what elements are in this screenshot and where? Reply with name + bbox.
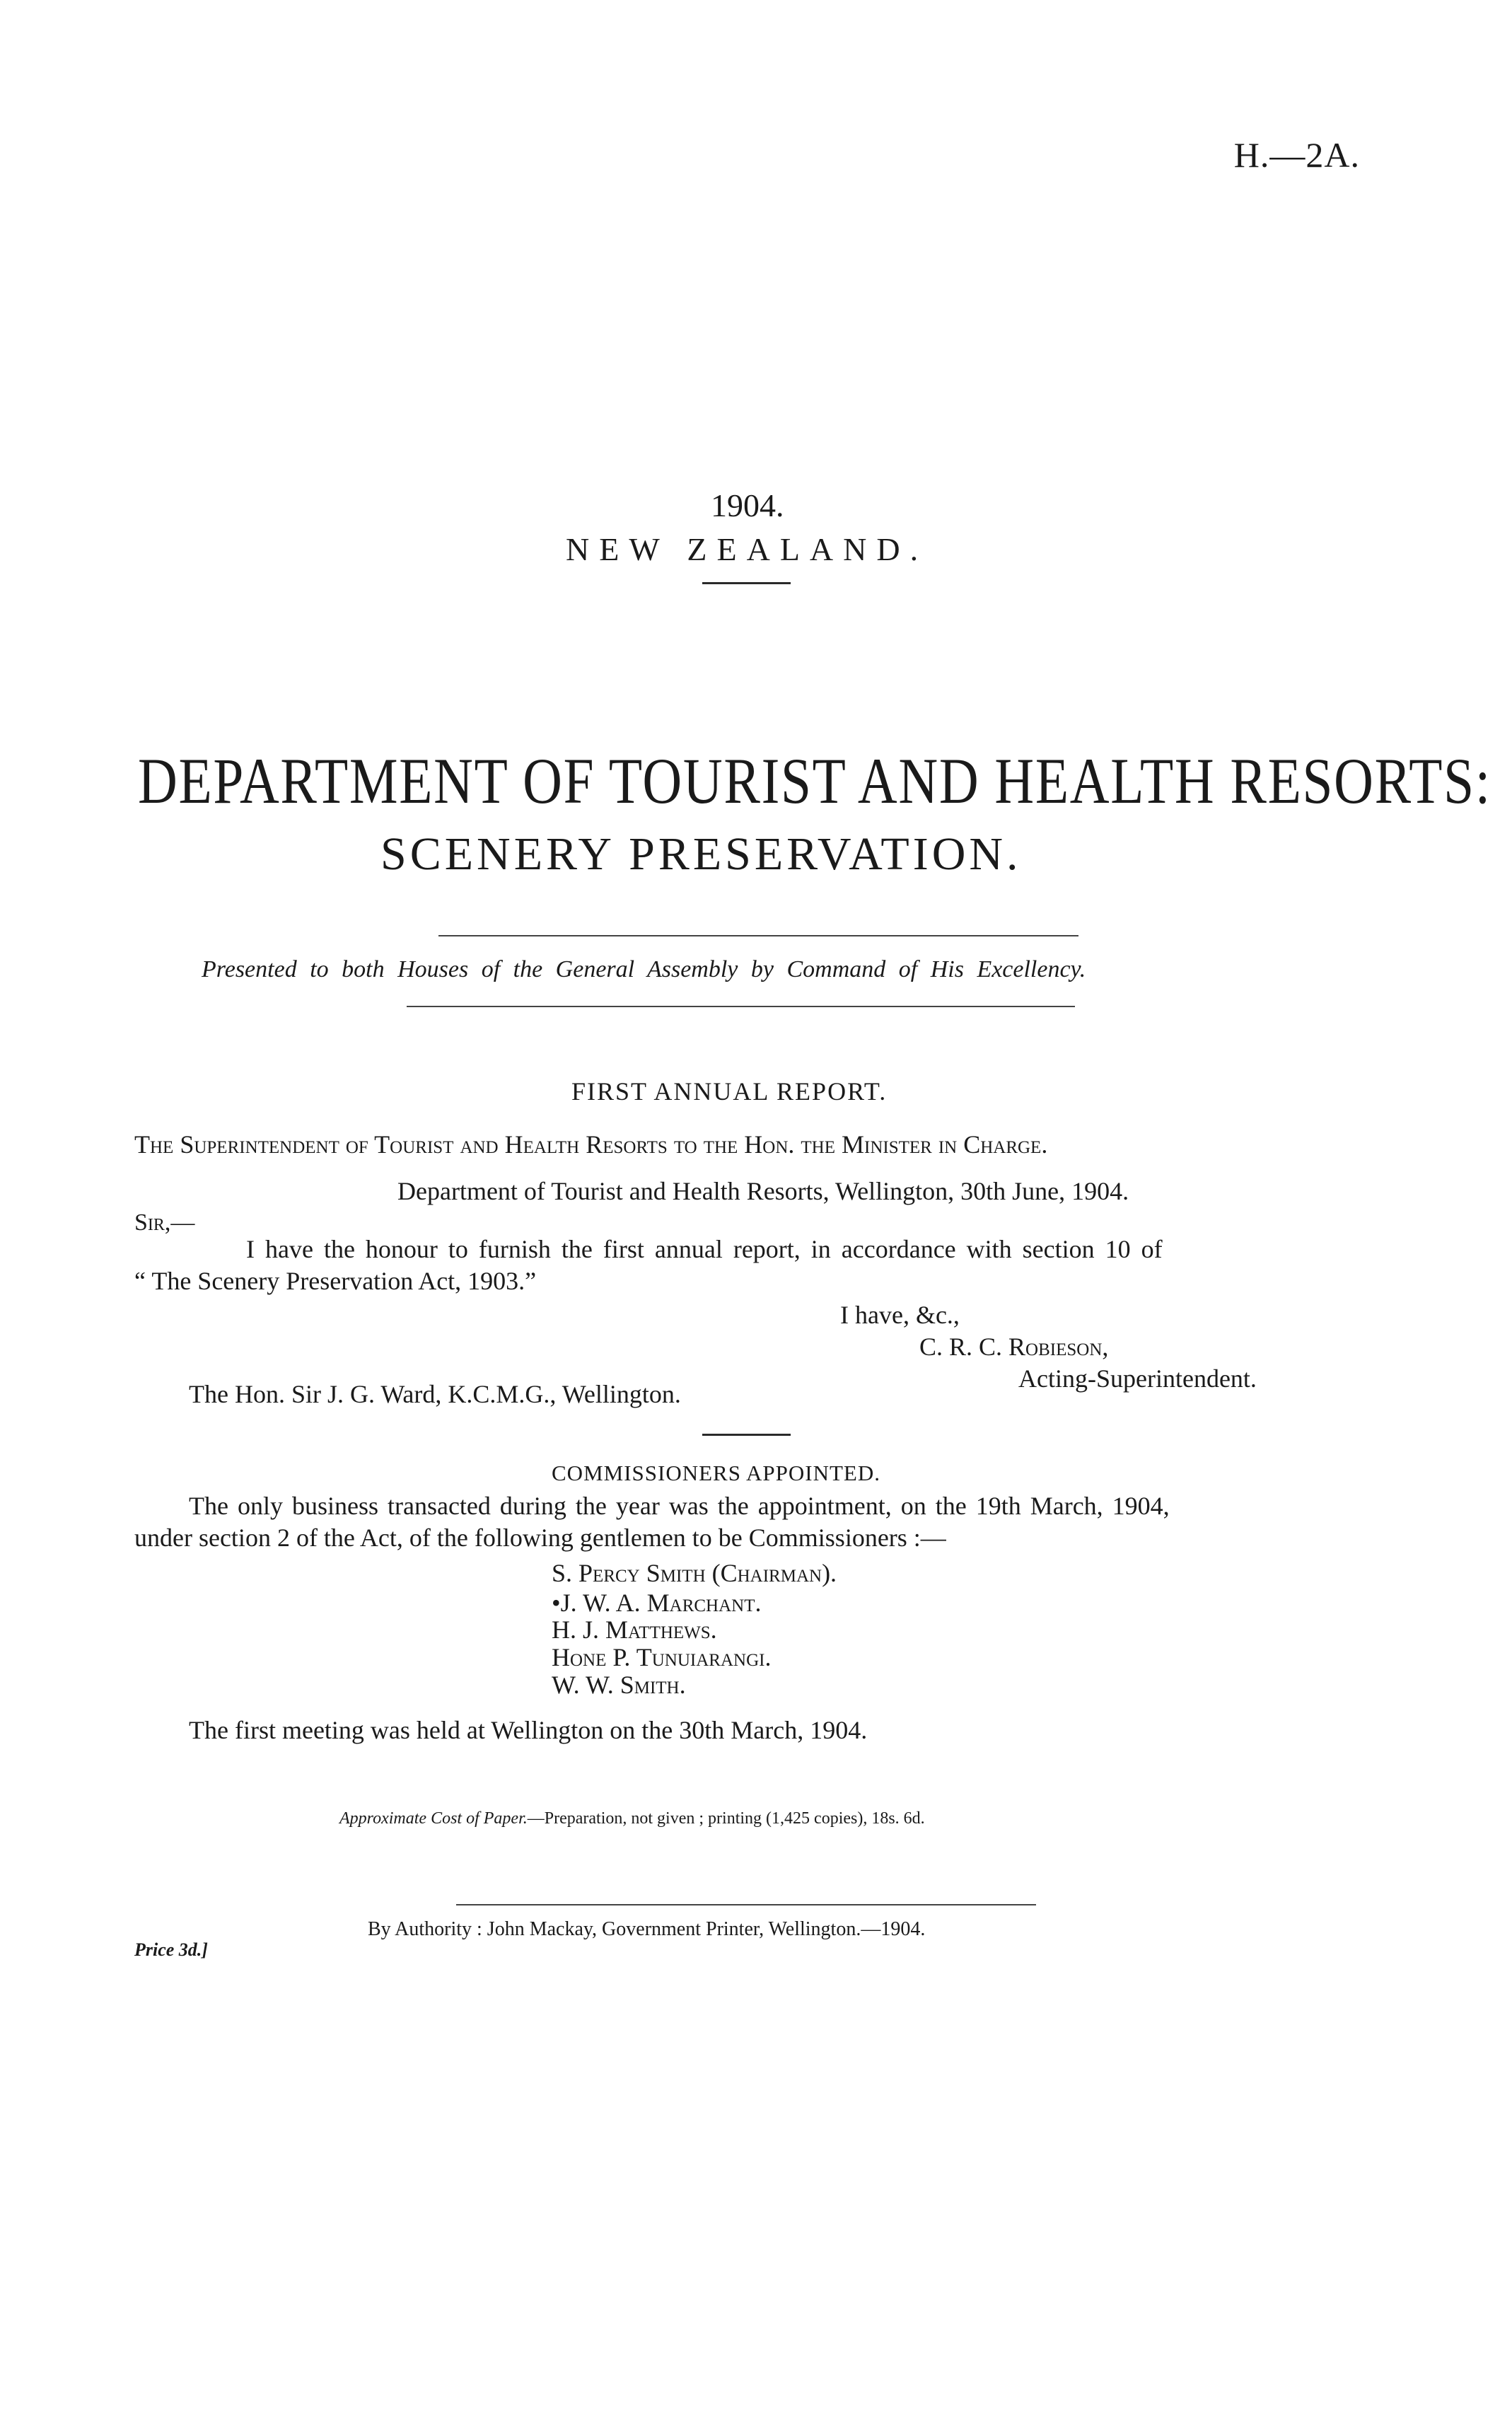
country-heading: NEW ZEALAND. [566, 531, 929, 567]
commissioner-name: •J. W. A. Marchant. [552, 1589, 762, 1617]
divider [438, 935, 1078, 936]
report-dateline: Department of Tourist and Health Resorts, Wellington, 30th June, 1904. [397, 1177, 1129, 1205]
document-reference: H.—2A. [1233, 135, 1360, 175]
commissioners-heading: COMMISSIONERS APPOINTED. [552, 1461, 880, 1485]
cost-label: Approximate Cost of Paper. [339, 1809, 528, 1828]
report-from-to: The Superintendent of Tourist and Health Resorts to the Hon. the Minister in Charge. [134, 1130, 1048, 1159]
cost-of-paper-note [339, 1809, 925, 1828]
divider [702, 1434, 791, 1436]
report-recipient: The Hon. Sir J. G. Ward, K.C.M.G., Wellington. [189, 1380, 681, 1408]
document-subtitle: SCENERY PRESERVATION. [380, 828, 1022, 880]
presented-statement: Presented to both Houses of the General Assembly by Command of His Excellency. [202, 956, 1086, 982]
divider [702, 582, 791, 584]
commissioners-body-line: under section 2 of the Act, of the following gentlemen to be Commissioners :— [134, 1524, 946, 1552]
divider [407, 1006, 1075, 1007]
report-heading: FIRST ANNUAL REPORT. [571, 1077, 888, 1106]
report-body-line: “ The Scenery Preservation Act, 1903.” [134, 1267, 537, 1295]
report-signer: C. R. C. Robieson, [919, 1333, 1109, 1361]
report-salutation: Sir,— [134, 1209, 195, 1236]
publication-year: 1904. [711, 487, 784, 523]
report-signer-title: Acting-Superintendent. [1018, 1364, 1257, 1393]
first-meeting-note: The first meeting was held at Wellington on the 30th March, 1904. [189, 1716, 868, 1744]
report-body-line: I have the honour to furnish the first annual report, in accordance with section 10 of [246, 1235, 1163, 1263]
divider [456, 1904, 1036, 1905]
commissioner-name: H. J. Matthews. [552, 1615, 717, 1644]
price-note: Price 3d.] [134, 1939, 208, 1960]
commissioner-name: Hone P. Tunuiarangi. [552, 1643, 772, 1671]
printer-imprint: By Authority : John Mackay, Government Printer, Wellington.—1904. [368, 1918, 926, 1940]
document-title: DEPARTMENT OF TOURIST AND HEALTH RESORTS: [138, 745, 1491, 817]
commissioner-name: W. W. Smith. [552, 1671, 686, 1699]
report-closing: I have, &c., [840, 1301, 960, 1329]
commissioner-name: S. Percy Smith (Chairman). [552, 1559, 837, 1587]
cost-text: —Preparation, not given ; printing (1,425 copies), 18s. 6d. [527, 1809, 925, 1828]
commissioners-body-line: The only business transacted during the year was the appointment, on the 19th March, 1904, [189, 1492, 1170, 1520]
